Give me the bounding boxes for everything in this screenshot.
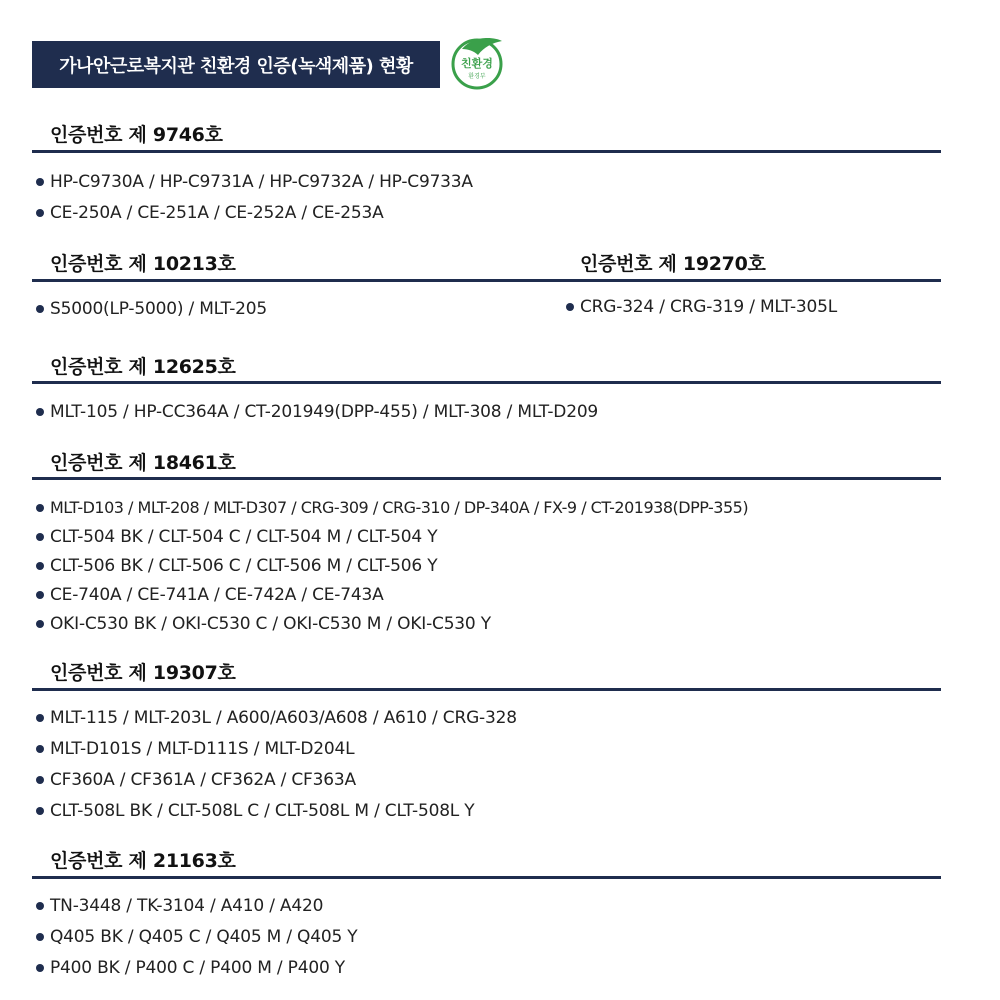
product-list-item [32,299,267,319]
section-divider [32,150,941,153]
bullet-icon [36,745,44,753]
section-divider [32,381,941,384]
bullet-icon [36,305,44,313]
eco-logo-text: 친환경 [461,57,493,70]
page-title: 가나안근로복지관 친환경 인증(녹색제품) 현황 [32,41,440,88]
cert-number-title: 인증번호 제 10213호 [50,253,236,275]
bullet-icon [36,562,44,570]
product-models: CRG-324 / CRG-319 / MLT-305L [580,297,838,317]
bullet-icon [36,591,44,599]
product-models: S5000(LP-5000) / MLT-205 [50,299,268,319]
product-list-item [32,172,473,192]
section-divider [32,477,941,480]
cert-number-title: 인증번호 제 19307호 [50,662,236,684]
product-models: MLT-115 / MLT-203L / A600/A603/A608 / A610 / CRG-328 [50,708,517,728]
bullet-icon [36,209,44,217]
eco-certification-logo-icon [448,33,506,91]
product-models: CLT-506 BK / CLT-506 C / CLT-506 M / CLT-506 Y [50,556,438,576]
bullet-icon [36,776,44,784]
product-models: MLT-D103 / MLT-208 / MLT-D307 / CRG-309 / CRG-310 / DP-340A / FX-9 / CT-201938(DPP-355) [50,498,749,517]
product-list-item [562,297,837,317]
product-models: MLT-105 / HP-CC364A / CT-201949(DPP-455) / MLT-308 / MLT-D209 [50,402,599,422]
product-list-item [32,958,345,978]
product-list-item [32,708,517,728]
bullet-icon [36,964,44,972]
product-models: Q405 BK / Q405 C / Q405 M / Q405 Y [50,927,358,947]
bullet-icon [36,620,44,628]
product-models: CE-250A / CE-251A / CE-252A / CE-253A [50,203,384,223]
product-models: CLT-504 BK / CLT-504 C / CLT-504 M / CLT-504 Y [50,527,438,547]
bullet-icon [36,408,44,416]
cert-number-title: 인증번호 제 19270호 [580,253,766,275]
product-list-item [32,896,323,916]
bullet-icon [36,533,44,541]
product-models: MLT-D101S / MLT-D111S / MLT-D204L [50,739,355,759]
product-models: P400 BK / P400 C / P400 M / P400 Y [50,958,345,978]
product-list-item [32,739,354,759]
bullet-icon [36,714,44,722]
product-models: CF360A / CF361A / CF362A / CF363A [50,770,356,790]
product-list-item [32,556,437,576]
product-list-item [32,927,357,947]
product-models: TN-3448 / TK-3104 / A410 / A420 [50,896,324,916]
product-list-item [32,203,384,223]
product-models: HP-C9730A / HP-C9731A / HP-C9732A / HP-C9733A [50,172,473,192]
cert-number-title: 인증번호 제 9746호 [50,124,223,146]
bullet-icon [36,933,44,941]
bullet-icon [36,178,44,186]
section-divider [32,876,941,879]
product-list-item [32,585,384,605]
product-list-item [32,770,356,790]
eco-logo-subtext: 환경부 [468,73,486,80]
section-divider [562,279,941,282]
product-list-item [32,614,491,634]
product-models: CLT-508L BK / CLT-508L C / CLT-508L M / CLT-508L Y [50,801,475,821]
product-list-item [32,801,474,821]
bullet-icon [36,807,44,815]
product-models: CE-740A / CE-741A / CE-742A / CE-743A [50,585,384,605]
bullet-icon [36,902,44,910]
product-list-item [32,527,437,547]
bullet-icon [566,303,574,311]
bullet-icon [36,504,44,512]
cert-number-title: 인증번호 제 18461호 [50,452,236,474]
section-divider [32,688,941,691]
product-list-item [32,402,598,422]
product-models: OKI-C530 BK / OKI-C530 C / OKI-C530 M / OKI-C530 Y [50,614,491,634]
cert-number-title: 인증번호 제 21163호 [50,850,236,872]
section-divider [32,279,572,282]
product-list-item [32,498,748,517]
cert-number-title: 인증번호 제 12625호 [50,356,236,378]
